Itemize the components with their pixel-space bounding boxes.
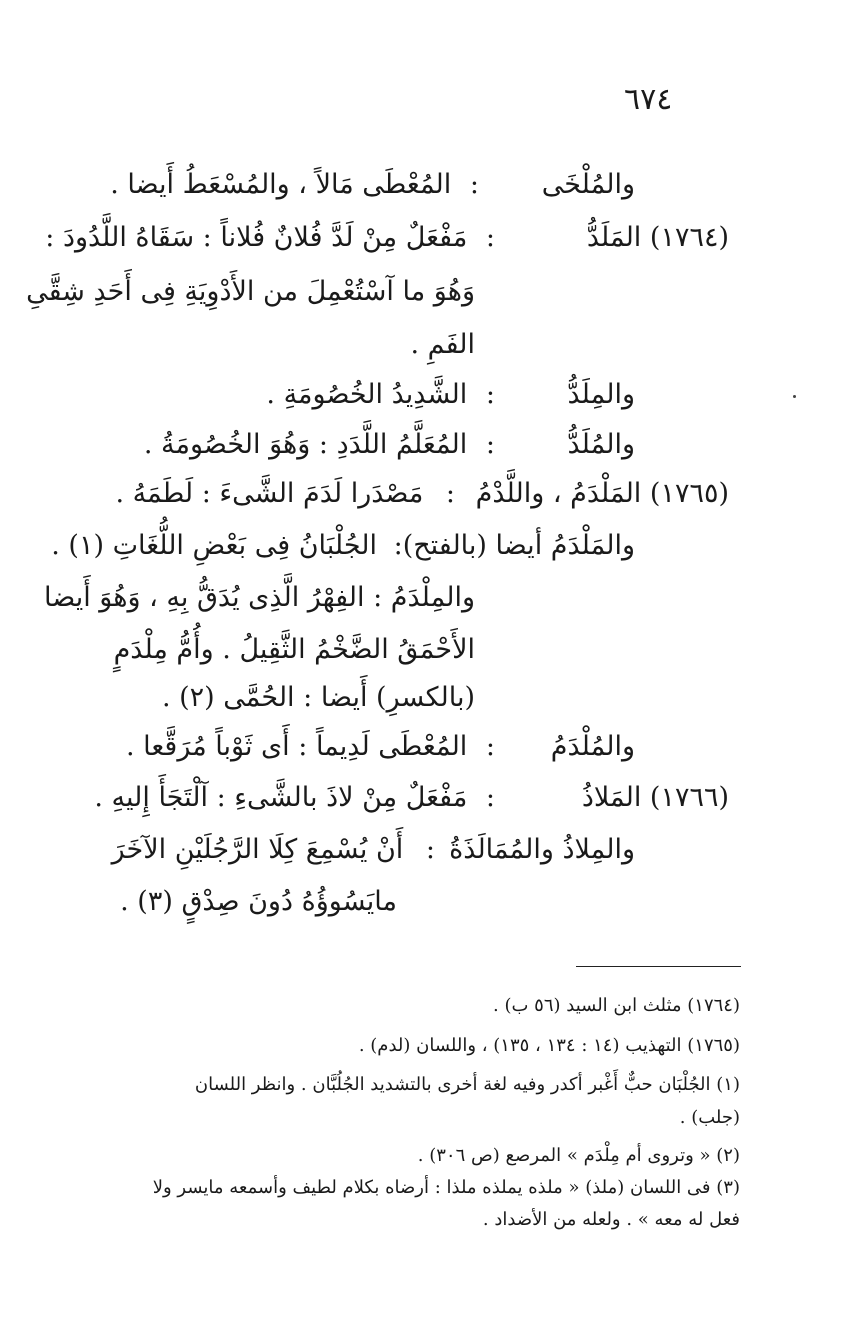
continuation-line: والمِلْدَمُ : الفِهْرُ الَّذِى يُدَقُّ بِهِ ، وَهُوَ أَيضا [44,582,475,613]
continuation-line: وَهُوَ ما آسْتُعْمِلَ من الأَدْوِيَةِ فِى أَحَدِ شِقَّىِ [26,276,475,307]
continuation-line: الأَحْمَقُ الضَّخْمُ الثَّقِيلُ . وأُمُّ مِلْدَمٍ [113,634,475,665]
continuation-line: (بالكسرِ) أَيضا : الحُمَّى (٢) . [161,682,475,713]
footnote: (١) الجُلْبَان حبٌّ أَغْبر أكدر وفيه لغة أخرى بالتشديد الجُلُبَّان . وانظر اللسان [194,1074,740,1095]
entry-line [112,830,435,870]
separator: : [445,478,455,509]
entry-line [449,830,635,870]
entry-line [144,425,495,465]
footnote: (٢) « وتروى أم مِلْدَم » المرصع (ص ٣٠٦) . [417,1145,740,1166]
headword: (١٧٦٥) المَلْدَمُ ، واللَّدْمُ [475,478,729,509]
entry-line [51,526,635,566]
definition: المُعْطَى لَدِيماً : أَى ثَوْباً مُرَقَّعا . [126,731,468,762]
definition: مَفْعَلٌ مِنْ لاذَ بالشَّىءِ : آلْتَجَأَ إِليهِ . [94,782,468,813]
definition: المُعْطَى مَالاً ، والمُسْعَطُ أَيضا . [110,169,452,200]
footnote: (٣) فى اللسان (ملذ) « ملذه يملذه ملذا : أرضاه بكلام لطيف وأسمعه مايسر ولا [152,1177,740,1198]
entry-line [266,375,495,415]
separator: : [485,731,495,762]
entry-line [542,165,635,205]
entry-line [45,218,495,258]
headword: والمُلْدَمُ [550,731,635,762]
headword: والمُلَدُّ [567,429,635,460]
entry-line [568,375,636,415]
separator: : [485,429,495,460]
entry-line [582,778,729,818]
entry-line [587,218,729,258]
entry-line [116,474,455,514]
entry-line [568,425,636,465]
headword: والمَلْدَمُ أيضا (بالفتح): [393,530,635,561]
entry-line [476,474,729,514]
definition: مَفْعَلٌ مِنْ لَدَّ فُلانٌ فُلاناً : سَقَاهُ اللَّدُودَ : [45,222,468,253]
definition: أَنْ يُسْمِعَ كِلَا الرَّجُلَيْنِ الآخَرَ [111,834,404,865]
separator: : [485,379,495,410]
separator: : [425,834,435,865]
separator: : [469,169,479,200]
footnote: (١٧٦٤) مثلث ابن السيد (٥٦ ب) . [493,995,740,1016]
entry-line [110,165,479,205]
page-number: ٦٧٤ [624,82,673,117]
entry-line [126,727,495,767]
continuation-line: الفَمِ . [410,329,475,360]
definition: المُعَلَّمُ اللَّدَدِ : وَهُوَ الخُصُومَةُ . [143,429,468,460]
footnote: فعل له معه » . ولعله من الأضداد . [482,1209,740,1230]
footnote-divider [576,966,741,967]
separator: : [485,782,495,813]
headword: (١٧٦٤) المَلَدُّ [586,222,729,253]
continuation-line: مايَسُوؤُهُ دُونَ صِدْقٍ (٣) . [120,886,397,917]
separator: : [485,222,495,253]
definition: مَصْدَرا لَدَمَ الشَّىءَ : لَطَمَهُ . [115,478,424,509]
footnote: (١٧٦٥) التهذيب (١٤ : ١٣٤ ، ١٣٥) ، واللسان (لدم) . [358,1035,740,1056]
headword: والمِلَدُّ [567,379,635,410]
entry-line [551,727,635,767]
definition: الجُلْبَانُ فِى بَعْضِ اللُّغَاتِ (١) . [51,530,377,561]
headword: والمِلاذُ والمُمَالَذَةُ [449,834,635,865]
footnote: (جلب) . [679,1107,740,1128]
entry-line [94,778,495,818]
headword: (١٧٦٦) المَلاذُ [581,782,729,813]
definition: الشَّدِيدُ الخُصُومَةِ . [266,379,468,410]
headword: والمُلْخَى [541,169,635,200]
